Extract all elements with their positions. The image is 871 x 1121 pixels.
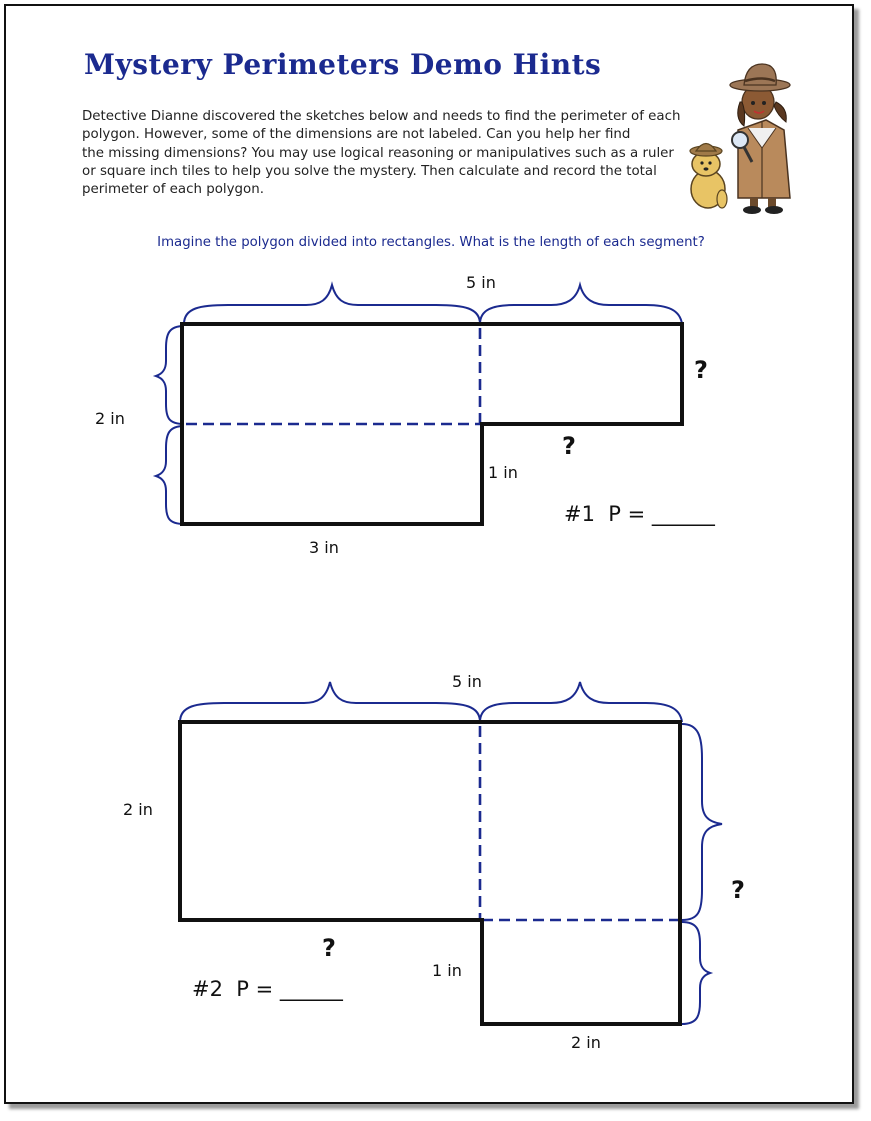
- right-side-unknown: ?: [731, 876, 745, 904]
- brace-left-lower: [156, 426, 184, 524]
- problem-2: [123, 672, 745, 1052]
- intro-line: polygon. However, some of the dimensions are not labeled. Can you help her find: [82, 127, 631, 143]
- bottom-length-label: 3 in: [309, 538, 339, 557]
- brace-right-upper: [682, 724, 722, 920]
- page-title: Mystery Perimeters Demo Hints: [84, 48, 602, 81]
- perimeter-answer-2[interactable]: #2 P = ______: [192, 977, 343, 1001]
- bottom-length-label: 2 in: [571, 1033, 601, 1052]
- top-length-label: 5 in: [452, 672, 482, 691]
- left-length-label: 2 in: [95, 409, 125, 428]
- instruction-text: Imagine the polygon divided into rectangles. What is the length of each segment?: [157, 235, 705, 250]
- intro-line: perimeter of each polygon.: [82, 182, 264, 198]
- diagram-canvas: [6, 6, 856, 1106]
- problem-1: [95, 273, 715, 557]
- left-length-label: 2 in: [123, 800, 153, 819]
- right-side-unknown: ?: [694, 356, 708, 384]
- intro-line: the missing dimensions? You may use logical reasoning or manipulatives such as a ruler: [82, 145, 674, 161]
- brace-top-right: [480, 285, 682, 324]
- inner-length-label: 1 in: [488, 463, 518, 482]
- brace-left-upper: [156, 326, 184, 424]
- brace-top-right: [480, 682, 682, 722]
- top-length-label: 5 in: [466, 273, 496, 292]
- bottom-left-unknown: ?: [322, 934, 336, 962]
- brace-top-left: [184, 285, 480, 324]
- brace-right-lower: [682, 922, 710, 1024]
- worksheet-page: [4, 4, 854, 1104]
- step-top-unknown: ?: [562, 432, 576, 460]
- inner-length-label: 1 in: [432, 961, 462, 980]
- brace-top-left: [180, 682, 480, 722]
- intro-line: Detective Dianne discovered the sketches below and needs to find the perimeter of each: [82, 109, 681, 124]
- intro-line: or square inch tiles to help you solve the mystery. Then calculate and record the total: [82, 163, 657, 179]
- perimeter-answer-1[interactable]: #1 P = ______: [564, 502, 715, 526]
